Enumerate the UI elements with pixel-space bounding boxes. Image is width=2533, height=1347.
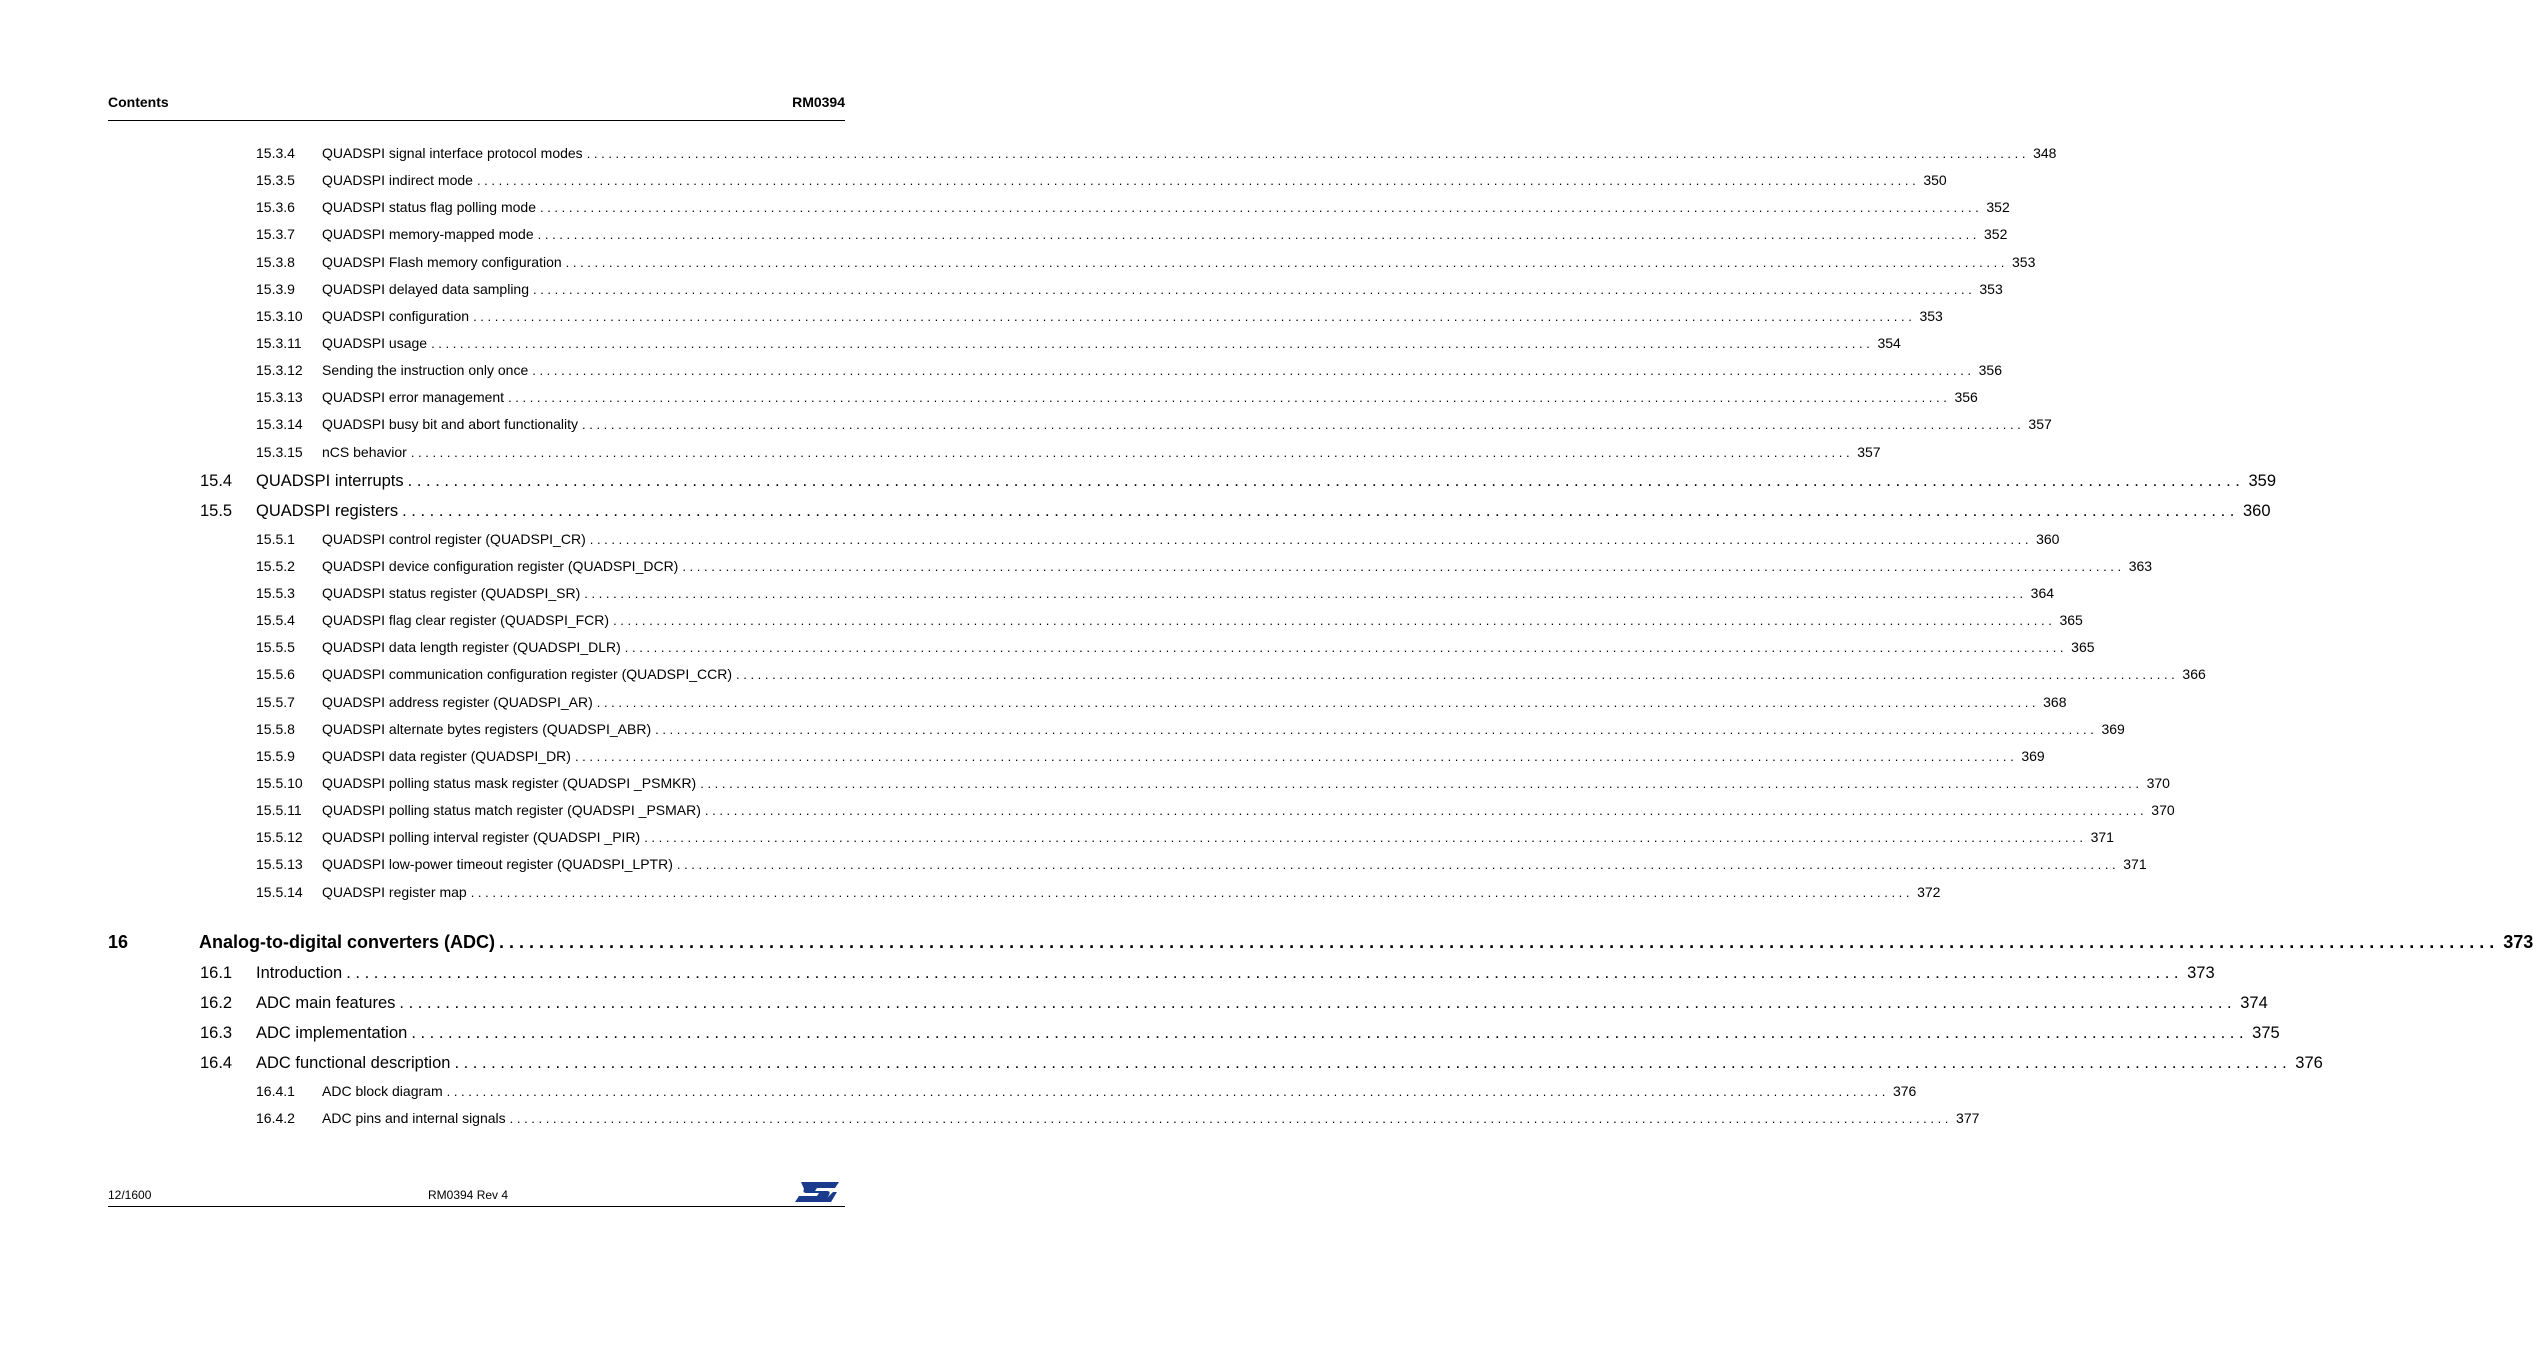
toc-entry[interactable] [108,303,1943,330]
toc-entry-number: 15.3.14 [256,416,303,433]
toc-entry-page: 371 [2090,829,2114,846]
toc-dot-leader: ........................................................................................................................................................................................................ [446,1083,1889,1099]
toc-entry-title: ADC block diagram [322,1082,443,1099]
toc-entry[interactable] [108,439,1881,466]
toc-entry-number: 15.3.5 [256,172,295,189]
toc-entry-title: QUADSPI interrupts [256,471,404,490]
toc-entry-number: 16.4.1 [256,1082,295,1099]
toc-entry-title: ADC pins and internal signals [322,1109,506,1126]
toc-entry-number: 16.1 [200,963,233,982]
page-footer [108,1180,845,1207]
toc-entry[interactable] [108,466,2277,496]
toc-entry[interactable] [108,634,2095,661]
toc-entry-page: 366 [2182,666,2206,683]
toc-entry[interactable] [108,580,2055,607]
toc-entry-number: 15.3.15 [256,443,303,460]
toc-entry-page: 365 [2071,639,2095,656]
toc-entry-number: 15.5.3 [256,584,295,601]
toc-dot-leader: ........................................................................................................................................................................................................ [704,803,2148,819]
toc-dot-leader: ........................................................................................................................................................................................................ [476,173,1920,189]
toc-entry-number: 15.3.8 [256,253,295,270]
toc-entry[interactable] [108,357,2002,384]
toc-entry[interactable] [108,384,1978,411]
toc-entry-title: QUADSPI busy bit and abort functionality [322,416,579,433]
toc-entry-title: Sending the instruction only once [322,362,529,379]
toc-entry-title: QUADSPI register map [322,883,467,900]
toc-entry-page: 348 [2033,145,2057,161]
toc-entry-number: 15.4 [200,471,233,490]
toc-entry-number: 15.3.6 [256,199,295,216]
toc-dot-leader: ........................................................................................................................................................................................................ [410,444,1854,460]
toc-dot-leader: ........................................................................................................................................................................................................ [586,146,2030,161]
toc-entry-number: 15.5.5 [256,639,295,656]
toc-entry-page: 359 [2248,471,2277,490]
toc-entry-number: 15.5.9 [256,747,295,764]
toc-dot-leader: ........................................................................................................................................................................................................ [508,390,1951,406]
toc-entry-page: 365 [2059,612,2083,629]
toc-entry-page: 357 [1857,443,1881,460]
toc-dot-leader: ........................................................................................................................................................................................................ [676,857,2120,873]
toc-entry-page: 375 [2252,1023,2280,1042]
toc-entry-number: 15.5.13 [256,856,303,873]
toc-entry-number: 15.5.2 [256,557,295,574]
toc-entry-number: 15.3.4 [256,145,295,161]
toc-entry[interactable] [108,194,2010,221]
toc-dot-leader: ........................................................................................................................................................................................................ [682,558,2125,574]
footer-page-number: 12/1600 [108,1188,152,1202]
toc-entry-title: QUADSPI alternate bytes registers (QUADSPI_ABR) [322,720,652,737]
toc-entry[interactable] [108,249,2036,276]
toc-dot-leader: ........................................................................................................................................................................................................ [533,281,1976,297]
toc-entry-page: 364 [2030,584,2055,601]
toc-entry-page: 357 [2028,416,2052,433]
toc-entry[interactable] [108,140,2057,167]
toc-entry[interactable] [108,988,2268,1018]
toc-dot-leader: ........................................................................................................................................................................................................ [399,993,2237,1012]
toc-entry-number: 15.5.10 [256,774,303,791]
toc-dot-leader: ........................................................................................................................................................................................................ [613,613,2056,629]
toc-entry-title: QUADSPI error management [322,389,505,406]
toc-entry-title: QUADSPI data length register (QUADSPI_DLR) [322,639,621,656]
toc-entry-page: 372 [1917,883,1941,900]
toc-dot-leader: ........................................................................................................................................................................................................ [509,1110,1953,1126]
toc-entry-title: QUADSPI polling status match register (QUADSPI _PSMAR) [322,802,701,819]
toc-entry[interactable] [108,879,1941,906]
toc-entry-number: 16.4 [200,1053,233,1072]
toc-entry-number: 15.3.10 [256,307,303,324]
toc-entry[interactable] [108,221,2008,248]
toc-dot-leader: ........................................................................................................................................................................................................ [582,417,2025,433]
toc-dot-leader: ........................................................................................................................................................................................................ [407,471,2245,490]
toc-entry-number: 15.3.7 [256,226,295,243]
toc-entry-number: 15.5.11 [256,802,302,819]
toc-entry-number: 15.3.12 [256,362,303,379]
toc-entry-number: 15.5.4 [256,612,295,629]
toc-entry-number: 15.5.14 [256,883,303,900]
toc-entry-title: Analog-to-digital converters (ADC) [199,931,496,952]
toc-entry-number: 15.5.12 [256,829,303,846]
toc-dot-leader: ........................................................................................................................................................................................................ [537,227,1981,243]
toc-entry-number: 16 [108,931,129,952]
toc-entry-number: 16.2 [200,993,233,1012]
toc-dot-leader: ........................................................................................................................................................................................................ [473,308,1916,324]
toc-entry-page: 369 [2021,747,2045,764]
toc-dot-leader: ........................................................................................................................................................................................................ [565,254,2009,270]
st-logo-icon [793,1180,843,1204]
toc-entry-page: 376 [2295,1053,2323,1072]
toc-dot-leader: ........................................................................................................................................................................................................ [624,640,2068,656]
toc-entry-title: nCS behavior [322,443,407,460]
toc-dot-leader: ........................................................................................................................................................................................................ [589,531,2033,547]
toc-entry[interactable] [108,1048,2323,1078]
toc-entry-title: QUADSPI delayed data sampling [322,280,529,297]
toc-dot-leader: ........................................................................................................................................................................................................ [700,775,2143,791]
toc-entry-number: 15.3.13 [256,389,303,406]
toc-entry-number: 15.5.1 [256,530,295,547]
toc-entry-number: 16.4.2 [256,1109,295,1126]
toc-entry[interactable] [108,1105,1980,1132]
toc-entry[interactable] [108,926,2533,958]
toc-entry[interactable] [108,770,2170,797]
toc-entry[interactable] [108,330,1901,357]
toc-dot-leader: ........................................................................................................................................................................................................ [736,667,2179,683]
header-section-title: Contents [108,94,169,110]
toc-entry-page: 369 [2101,720,2125,737]
page-header [108,92,845,121]
toc-entry-title: QUADSPI memory-mapped mode [322,226,534,243]
toc-dot-leader: ........................................................................................................................................................................................................ [540,200,1983,216]
toc-dot-leader: ........................................................................................................................................................................................................ [411,1023,2249,1042]
toc-entry-page: 370 [2146,774,2170,791]
toc-entry-title: QUADSPI signal interface protocol modes [322,145,583,161]
toc-entry[interactable] [108,411,2052,438]
toc-entry-page: 368 [2043,693,2067,710]
toc-dot-leader: ........................................................................................................................................................................................................ [584,585,2027,601]
footer-doc-revision: RM0394 Rev 4 [428,1188,509,1202]
toc-dot-leader: ........................................................................................................................................................................................................ [470,884,1914,900]
toc-entry-title: ADC functional description [256,1053,451,1072]
toc-entry-number: 15.3.9 [256,280,295,297]
toc-entry-title: ADC main features [256,993,396,1012]
toc-entry[interactable] [108,743,2045,770]
toc-dot-leader: ........................................................................................................................................................................................................ [346,963,2184,982]
toc-entry-page: 377 [1956,1109,1980,1126]
toc-entry-title: QUADSPI communication configuration register (QUADSPI_CCR) [322,666,733,683]
toc-dot-leader: ........................................................................................................................................................................................................ [402,501,2239,520]
toc-entry[interactable] [108,607,2083,634]
toc-entry-page: 350 [1923,172,1947,189]
toc-entry-page: 376 [1892,1082,1917,1099]
toc-entry-page: 363 [2128,557,2153,574]
toc-entry[interactable] [108,1018,2280,1048]
toc-entry[interactable] [108,716,2125,743]
toc-entry[interactable] [108,851,2147,878]
toc-entry-page: 356 [1978,362,2002,379]
toc-dot-leader: ........................................................................................................................................................................................................ [454,1053,2292,1072]
toc-entry-page: 352 [1986,199,2010,216]
toc-entry-page: 353 [1979,280,2003,297]
toc-dot-leader: ........................................................................................................................................................................................................ [499,931,2500,952]
toc-entry[interactable] [108,824,2114,851]
toc-entry-page: 360 [2242,501,2271,520]
toc-entry-title: QUADSPI usage [322,334,428,351]
toc-entry-title: QUADSPI status flag polling mode [322,199,536,216]
toc-entry-page: 374 [2240,993,2268,1012]
toc-entry[interactable] [108,553,2153,580]
header-doc-id: RM0394 [792,94,845,110]
table-of-contents [108,140,2533,1132]
toc-entry-number: 15.5.8 [256,720,295,737]
toc-entry-title: QUADSPI device configuration register (QUADSPI_DCR) [322,557,679,574]
toc-entry[interactable] [108,526,2060,553]
toc-entry-page: 360 [2036,530,2060,547]
toc-entry-number: 15.3.11 [256,334,302,351]
toc-entry-title: QUADSPI low-power timeout register (QUADSPI_LPTR) [322,856,673,873]
toc-entry-page: 354 [1877,334,1901,351]
toc-entry-title: QUADSPI polling interval register (QUADSPI _PIR) [322,829,641,846]
toc-entry-title: QUADSPI Flash memory configuration [322,253,562,270]
toc-entry-number: 15.5 [200,501,233,520]
toc-entry-page: 353 [2012,253,2036,270]
toc-entry-title: QUADSPI data register (QUADSPI_DR) [322,747,571,764]
toc-entry[interactable] [108,276,2003,303]
toc-entry-page: 352 [1984,226,2008,243]
toc-entry-page: 371 [2123,856,2147,873]
toc-entry-page: 353 [1919,307,1943,324]
toc-entry-page: 356 [1954,389,1978,406]
toc-entry-title: QUADSPI status register (QUADSPI_SR) [322,584,581,601]
toc-dot-leader: ........................................................................................................................................................................................................ [655,721,2098,737]
toc-entry-page: 373 [2187,963,2215,982]
toc-entry-title: QUADSPI flag clear register (QUADSPI_FCR) [322,612,610,629]
toc-entry-title: ADC implementation [256,1023,408,1042]
toc-dot-leader: ........................................................................................................................................................................................................ [596,694,2040,710]
toc-entry-number: 15.5.6 [256,666,295,683]
toc-entry-number: 15.5.7 [256,693,295,710]
toc-entry-title: QUADSPI polling status mask register (QUADSPI _PSMKR) [322,774,697,791]
toc-entry-number: 16.3 [200,1023,233,1042]
toc-entry[interactable] [108,958,2215,988]
toc-entry[interactable] [108,797,2175,824]
toc-entry-title: QUADSPI registers [256,501,399,520]
toc-entry-title: Introduction [256,963,343,982]
toc-entry-title: QUADSPI address register (QUADSPI_AR) [322,693,593,710]
toc-entry-title: QUADSPI control register (QUADSPI_CR) [322,530,586,547]
toc-entry-title: QUADSPI indirect mode [322,172,473,189]
toc-dot-leader: ........................................................................................................................................................................................................ [431,335,1874,351]
toc-entry[interactable] [108,689,2067,716]
toc-dot-leader: ........................................................................................................................................................................................................ [644,830,2087,846]
toc-dot-leader: ........................................................................................................................................................................................................ [574,748,2018,764]
toc-entry-page: 370 [2151,802,2175,819]
toc-entry[interactable] [108,496,2271,526]
toc-entry-title: QUADSPI configuration [322,307,470,324]
toc-entry[interactable] [108,1078,1917,1105]
toc-entry-page: 373 [2503,931,2533,952]
toc-entry[interactable] [108,661,2206,688]
toc-entry[interactable] [108,167,1947,194]
toc-dot-leader: ........................................................................................................................................................................................................ [532,363,1975,379]
